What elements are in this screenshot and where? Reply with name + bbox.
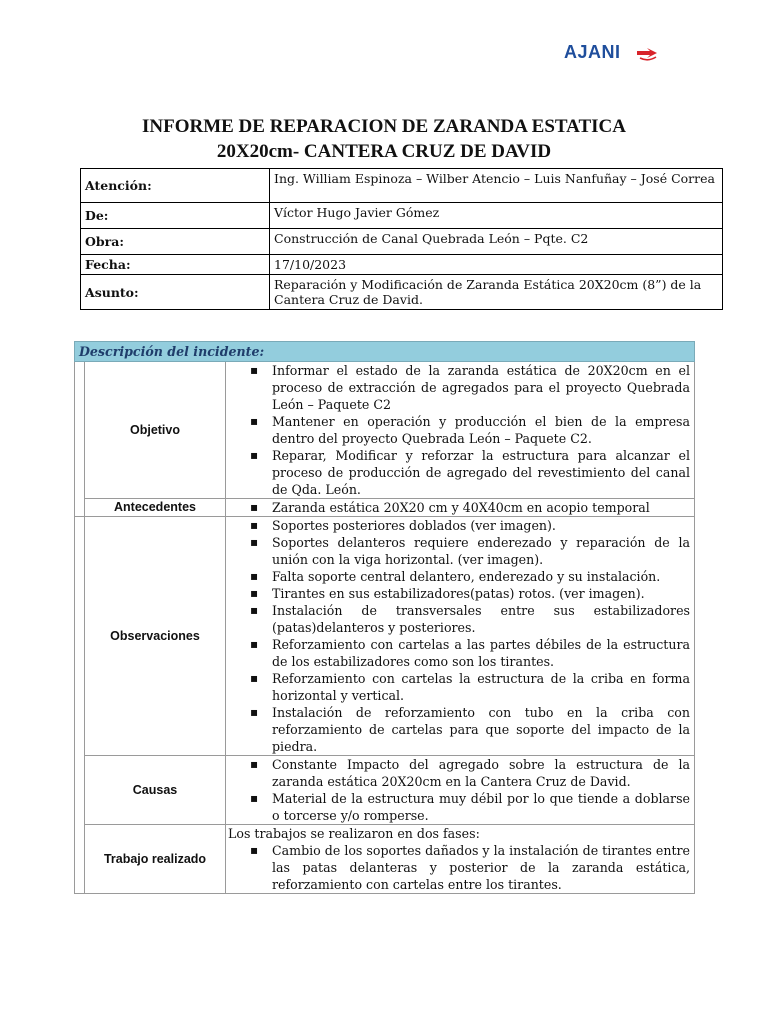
header-row-asunto — [81, 275, 723, 310]
header-key: Obra: — [81, 229, 270, 255]
row-label: Antecedentes — [85, 499, 226, 517]
logo-text: AJANI — [564, 42, 621, 62]
list-item: ▪ Instalación de transversales entre sus estabilizadores (patas)delanteros y posteriores. — [228, 602, 690, 636]
section-heading: Descripción del incidente: — [75, 342, 695, 362]
row-label: Objetivo — [85, 362, 226, 499]
header-row-fecha — [81, 255, 723, 275]
row-label: Observaciones — [85, 517, 226, 756]
list-item: ▪ Zaranda estática 20X20 cm y 40X40cm en acopio temporal — [228, 499, 690, 516]
list-item: ▪ Instalación de reforzamiento con tubo en la criba con reforzamiento de cartelas para que soporte del impacto de la piedra. — [228, 704, 690, 755]
bullet-list — [228, 756, 690, 824]
detail-row-antecedentes — [75, 499, 695, 517]
header-row-atencion — [81, 169, 723, 203]
company-logo — [564, 38, 664, 72]
incident-description-table — [74, 341, 695, 894]
bullet-list — [228, 362, 690, 498]
header-value: 17/10/2023 — [270, 255, 723, 275]
header-value: Construcción de Canal Quebrada León – Pqte. C2 — [270, 229, 723, 255]
list-item: ▪ Reparar, Modificar y reforzar la estructura para alcanzar el proceso de producción de agregado del revestimiento del canal de Qda. León. — [228, 447, 690, 498]
list-item: ▪ Material de la estructura muy débil por lo que tiende a doblarse o torcerse y/o romperse. — [228, 790, 690, 824]
report-title-line-2: 20X20cm- CANTERA CRUZ DE DAVID — [216, 141, 552, 162]
header-row-obra — [81, 229, 723, 255]
detail-row-objetivo — [75, 362, 695, 499]
bullet-list — [228, 517, 690, 755]
list-item: ▪ Informar el estado de la zaranda estática de 20X20cm en el proceso de extracción de agregados para el proyecto Quebrada León – Paquete C2 — [228, 362, 690, 413]
logo-arrow-icon — [636, 48, 658, 62]
header-row-de — [81, 203, 723, 229]
detail-row-trabajo-realizado — [75, 825, 695, 894]
header-key: Asunto: — [81, 275, 270, 310]
report-header-table — [80, 168, 723, 310]
list-item: ▪ Reforzamiento con cartelas la estructura de la criba en forma horizontal y vertical. — [228, 670, 690, 704]
header-key: Fecha: — [81, 255, 270, 275]
bullet-list — [228, 842, 690, 893]
list-item: ▪ Soportes posteriores doblados (ver imagen). — [228, 517, 690, 534]
header-value: Víctor Hugo Javier Gómez — [270, 203, 723, 229]
list-item: ▪ Mantener en operación y producción el bien de la empresa dentro del proyecto Quebrada León – Paquete C2. — [228, 413, 690, 447]
list-item: ▪ Reforzamiento con cartelas a las partes débiles de la estructura de los estabilizadores como son los tirantes. — [228, 636, 690, 670]
header-value: Ing. William Espinoza – Wilber Atencio – Luis Nanfuñay – José Correa — [270, 169, 723, 203]
bullet-list — [228, 499, 690, 516]
row-label: Trabajo realizado — [85, 825, 226, 894]
list-item: ▪ Constante Impacto del agregado sobre la estructura de la zaranda estática 20X20cm en la Cantera Cruz de David. — [228, 756, 690, 790]
detail-row-observaciones — [75, 517, 695, 756]
list-item: ▪ Soportes delanteros requiere enderezado y reparación de la unión con la viga horizontal. (ver imagen). — [228, 534, 690, 568]
list-item: ▪ Falta soporte central delantero, enderezado y su instalación. — [228, 568, 690, 585]
row-label: Causas — [85, 756, 226, 825]
list-item: ▪ Tirantes en sus estabilizadores(patas) rotos. (ver imagen). — [228, 585, 690, 602]
header-value: Reparación y Modificación de Zaranda Estática 20X20cm (8”) de la Cantera Cruz de David. — [270, 275, 723, 310]
report-title-line-1: INFORME DE REPARACION DE ZARANDA ESTATICA — [141, 116, 626, 137]
lead-text: Los trabajos se realizaron en dos fases: — [228, 826, 480, 841]
detail-row-causas — [75, 756, 695, 825]
list-item: ▪ Cambio de los soportes dañados y la instalación de tirantes entre las patas delanteras y posterior de la zaranda estática, reforzamiento con cartelas entre los tirantes. — [228, 842, 690, 893]
header-key: Atención: — [81, 169, 270, 203]
header-key: De: — [81, 203, 270, 229]
